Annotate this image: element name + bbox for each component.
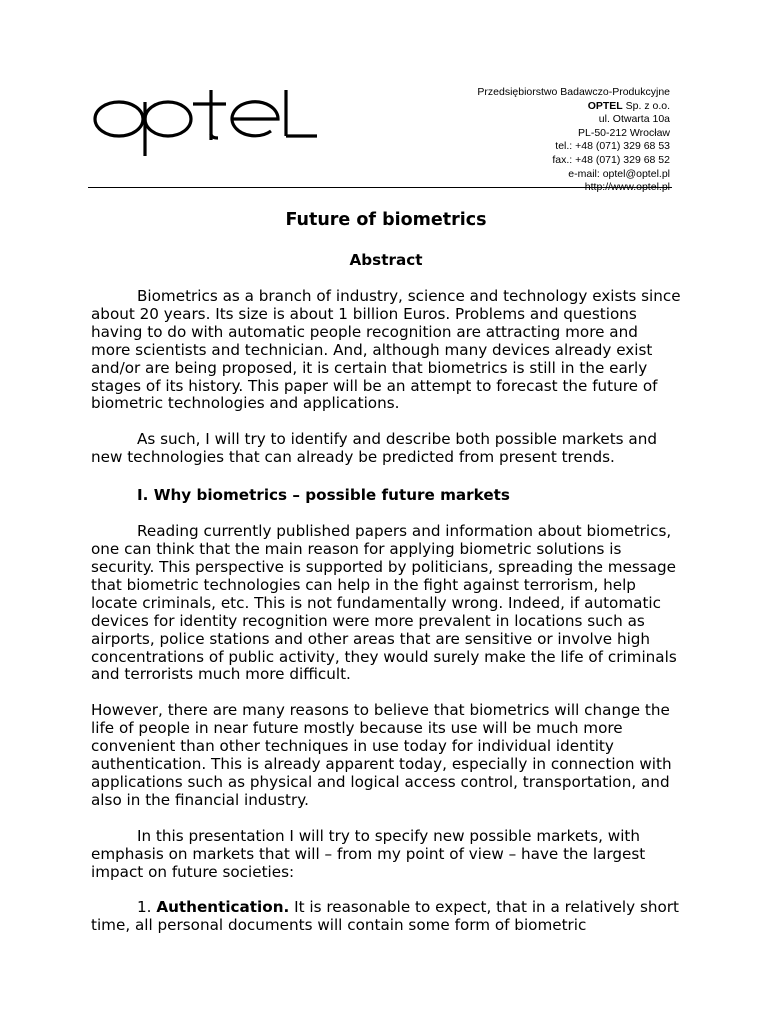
company-suffix: Sp. z o.o.: [622, 99, 670, 112]
fax-number: fax.: +48 (071) 329 68 52: [552, 153, 670, 166]
website-link[interactable]: http://www.optel.pl: [584, 181, 670, 194]
company-name-line: [477, 100, 670, 114]
document-body: [91, 208, 681, 935]
document-title: Future of biometrics: [285, 210, 487, 230]
company-name: OPTEL: [587, 99, 623, 112]
section-1-paragraph-2: However, there are many reasons to believe that biometrics will change the life of people in near future mostly because its use will be much more convenient than other techniques in use today for individual identity authentication. This is already apparent today, especially in connection with applications such as physical and logical access control, transportation, and also in the financial industry.: [91, 701, 672, 809]
optel-logo: [90, 88, 320, 158]
city-address: PL-50-212 Wrocław: [577, 126, 670, 139]
list-item-text: It is reasonable to expect, that in a relatively short time, all personal documents will contain some form of biometric: [91, 898, 679, 935]
email-address: e-mail: optel@optel.pl: [568, 167, 670, 180]
list-item-authentication: [91, 899, 681, 935]
abstract-paragraph-2: As such, I will try to identify and describe both possible markets and new technologies that can already be predicted from present trends.: [91, 430, 657, 467]
section-1-heading: I. Why biometrics – possible future markets: [137, 486, 510, 505]
company-address-block: [477, 86, 670, 195]
optel-logo-graphic: [90, 88, 320, 158]
list-item-label: Authentication.: [156, 898, 290, 917]
company-line: Przedsiębiorstwo Badawczo-Produkcyjne: [477, 86, 670, 98]
header-divider: [88, 187, 672, 188]
section-1-paragraph-3: In this presentation I will try to specify new possible markets, with emphasis on markets that will – from my point of view – have the largest impact on future societies:: [91, 826, 646, 881]
street-address: ul. Otwarta 10a: [598, 113, 670, 126]
phone-number: tel.: +48 (071) 329 68 53: [555, 140, 670, 153]
abstract-paragraph-1: Biometrics as a branch of industry, science and technology exists since about 20 years. Its size is about 1 billion Euros. Problems and questions having to do with automatic people recognition are attracting more and more scientists and technician. And, although many devices already exist and/or are being proposed, it is certain that biometrics is still in the early stages of its history. This paper will be an attempt to forecast the future of biometric technologies and applications.: [91, 287, 681, 413]
list-item-number: 1.: [137, 898, 157, 917]
abstract-heading: Abstract: [349, 251, 423, 269]
section-1-paragraph-1: Reading currently published papers and information about biometrics, one can think that the main reason for applying biometric solutions is security. This perspective is supported by politicians, spreading the message that biometric technologies can help in the fight against terrorism, help locate criminals, etc. This is not fundamentally wrong. Indeed, if automatic devices for identity recognition were more prevalent in locations such as airports, police stations and other areas that are sensitive or involve high concentrations of public activity, they would surely make the life of criminals and terrorists much more difficult.: [91, 522, 677, 684]
